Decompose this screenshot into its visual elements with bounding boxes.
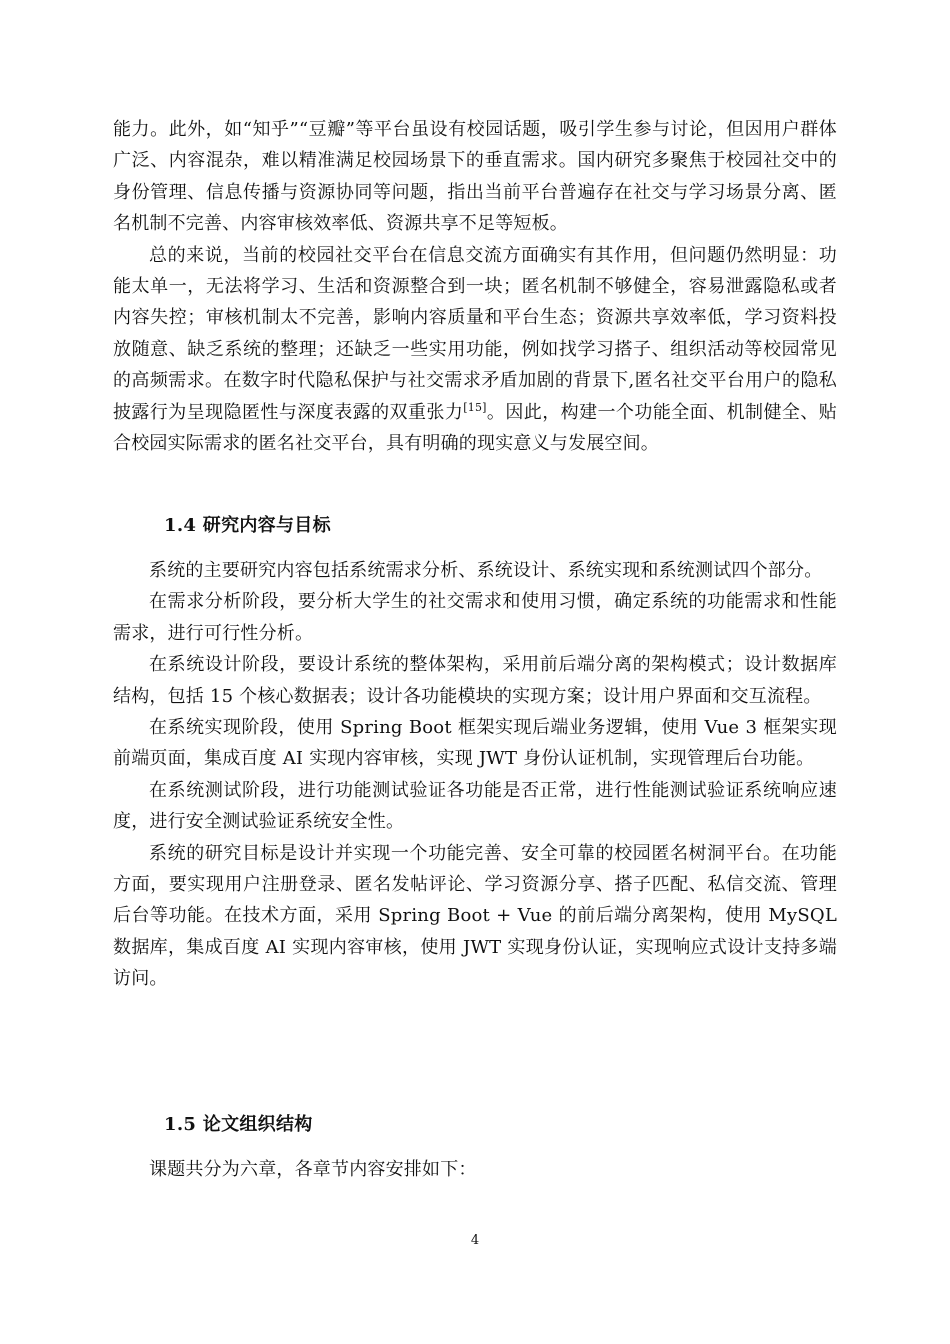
section-1-4-body <box>113 555 837 995</box>
paragraph: 在系统设计阶段，要设计系统的整体架构，采用前后端分离的架构模式；设计数据库结构，包括 15 个核心数据表；设计各功能模块的实现方案；设计用户界面和交互流程。 <box>113 654 837 707</box>
citation-reference[interactable]: [15] <box>463 400 487 414</box>
paragraph: 课题共分为六章，各章节内容安排如下： <box>149 1159 477 1180</box>
section-heading-1-4: 1.4 研究内容与目标 <box>164 515 331 536</box>
section-1-5-body <box>113 1154 837 1185</box>
paragraph: 在需求分析阶段，要分析大学生的社交需求和使用习惯，确定系统的功能需求和性能需求，进行可行性分析。 <box>113 591 837 644</box>
paragraph: 在系统实现阶段，使用 Spring Boot 框架实现后端业务逻辑，使用 Vue 3 框架实现前端页面，集成百度 AI 实现内容审核，实现 JWT 身份认证机制，实现管理后台功能。 <box>113 717 837 770</box>
paragraph: 系统的主要研究内容包括系统需求分析、系统设计、系统实现和系统测试四个部分。 <box>149 560 823 581</box>
paragraph: 系统的研究目标是设计并实现一个功能完善、安全可靠的校园匿名树洞平台。在功能方面，要实现用户注册登录、匿名发帖评论、学习资源分享、搭子匹配、私信交流、管理后台等功能。在技术方面，采用 Spring Boot + Vue 的前后端分离架构，使用 MySQL 数据库，集成百度 AI 实现内容审核，使用 JWT 实现身份认证，实现响应式设计支持多端访问。 <box>113 842 837 990</box>
paragraph-summary <box>113 240 837 460</box>
paragraph: 在系统测试阶段，进行功能测试验证各功能是否正常，进行性能测试验证系统响应速度，进行安全测试验证系统安全性。 <box>113 779 837 833</box>
intro-paragraphs <box>113 114 837 459</box>
page-number: 4 <box>470 1233 480 1248</box>
paragraph-continuation: 能力。此外，如“知乎”“豆瓣”等平台虽设有校园话题，吸引学生参与讨论，但因用户群体广泛、内容混杂，难以精准满足校园场景下的垂直需求。国内研究多聚焦于校园社交中的身份管理、信息传播与资源协同等问题，指出当前平台普遍存在社交与学习场景分离、匿名机制不完善、内容审核效率低、资源共享不足等短板。 <box>113 119 837 235</box>
paragraph-summary-tail: 。因此，构建一个功能全面、机制健全、贴合校园实际需求的匿名社交平台，具有明确的现实意义与发展空间。 <box>113 401 837 455</box>
section-heading-1-5: 1.5 论文组织结构 <box>164 1114 313 1135</box>
paragraph-summary-text: 总的来说，当前的校园社交平台在信息交流方面确实有其作用，但问题仍然明显：功能太单一，无法将学习、生活和资源整合到一块；匿名机制不够健全，容易泄露隐私或者内容失控；审核机制太不完善，影响内容质量和平台生态；资源共享效率低，学习资料投放随意、缺乏系统的整理；还缺乏一些实用功能，例如找学习搭子、组织活动等校园常见的高频需求。在数字时代隐私保护与社交需求矛盾加剧的背景下,匿名社交平台用户的隐私披露行为呈现隐匿性与深度表露的双重张力 <box>113 244 837 423</box>
